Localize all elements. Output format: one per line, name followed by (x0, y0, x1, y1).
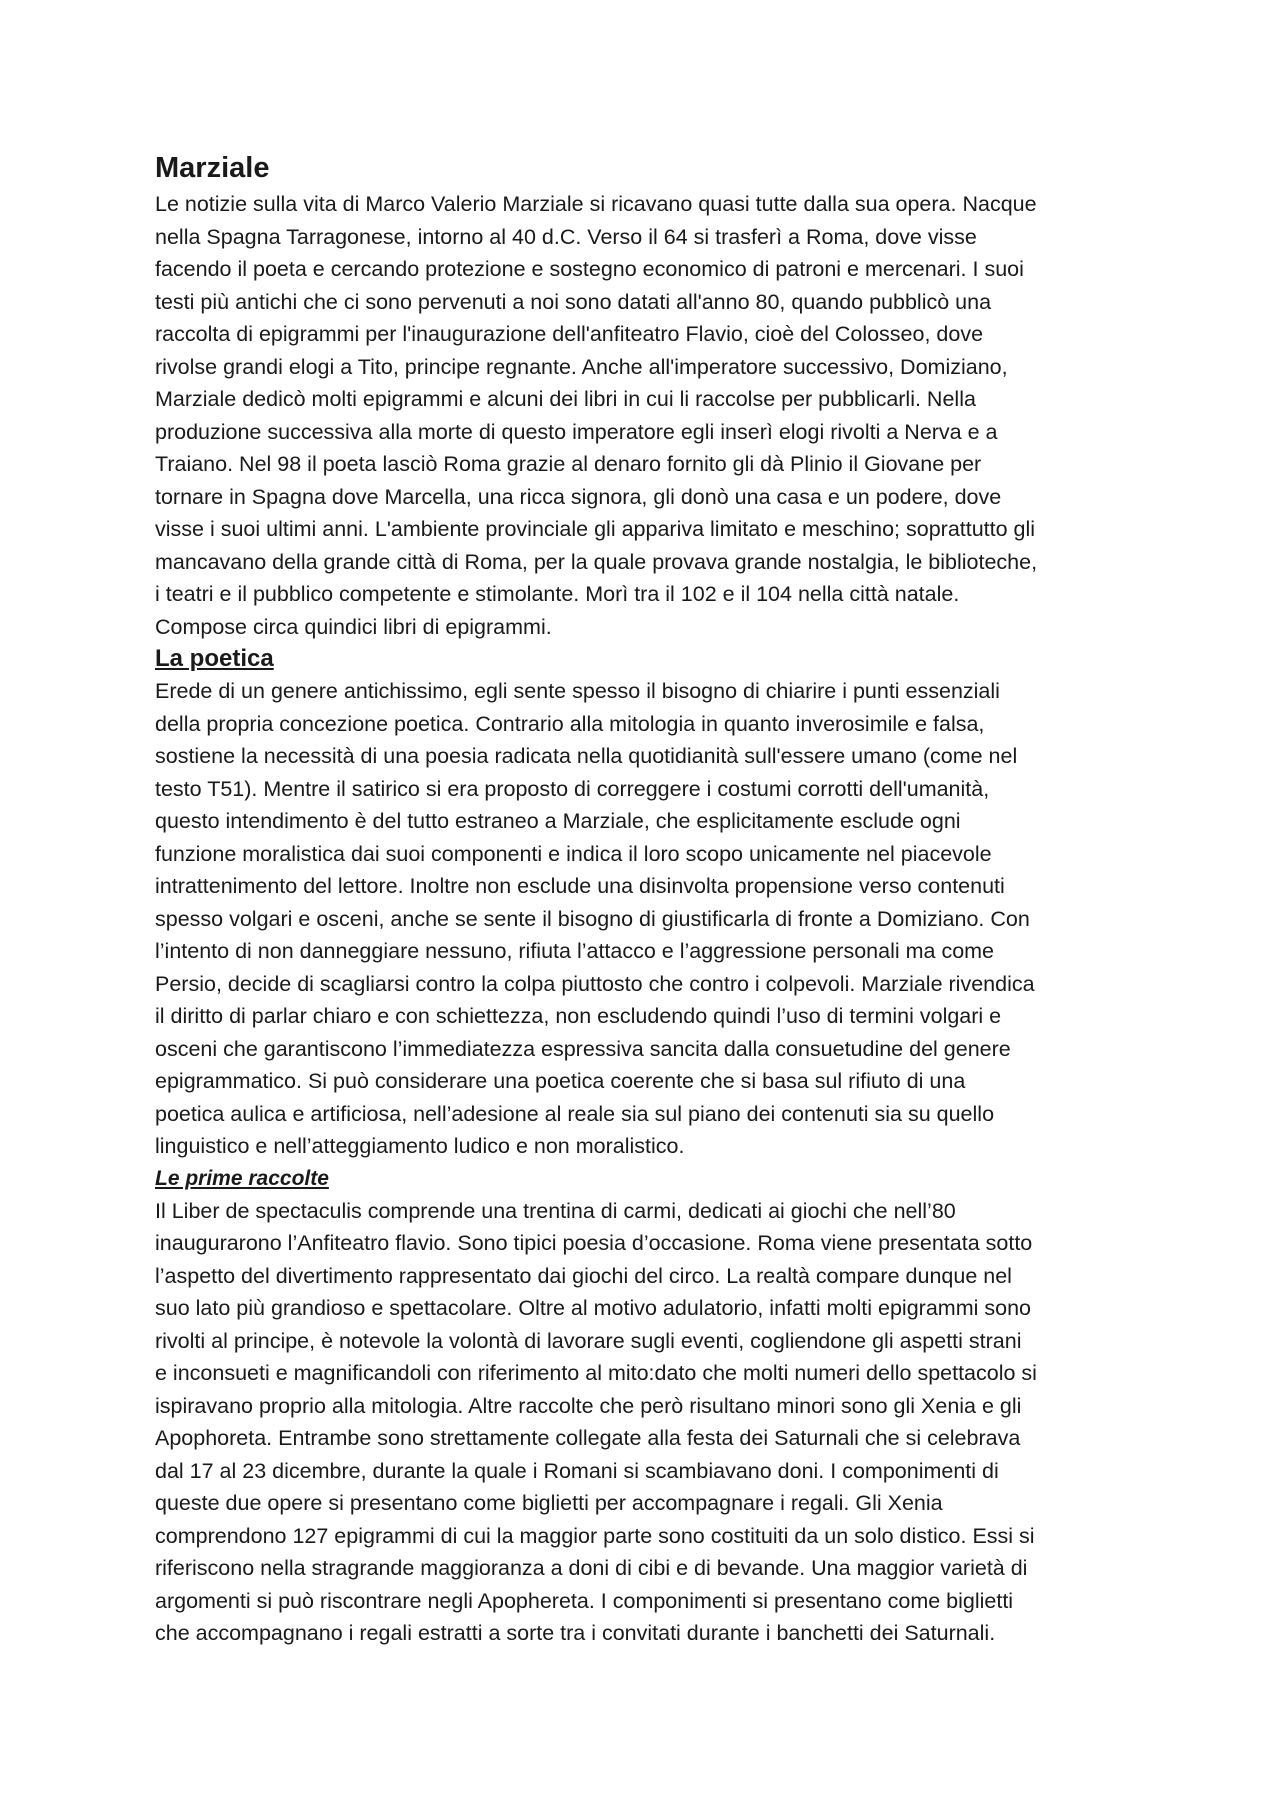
text-line: dal 17 al 23 dicembre, durante la quale i Romani si scambiavano doni. I componimenti di (155, 1458, 999, 1483)
text-line: il diritto di parlar chiaro e con schiettezza, non escludendo quindi l’uso di termini volgari e (155, 1004, 1002, 1028)
text-line: epigrammatico. Si può considerare una poetica coerente che si basa sul rifiuto di una (155, 1069, 966, 1093)
text-line: tornare in Spagna dove Marcella, una ricca signora, gli donò una casa e un podere, dove (155, 484, 1002, 509)
biography-paragraph (155, 188, 1140, 643)
text-line: questo intendimento è del tutto estraneo a Marziale, che esplicitamente esclude ogni (155, 809, 961, 833)
text-line: Le notizie sulla vita di Marco Valerio Marziale si ricavano quasi tutte dalla sua opera. Nacque (155, 192, 1037, 216)
text-line: suo lato più grandioso e spettacolare. Oltre al motivo adulatorio, infatti molti epigrammi sono (155, 1296, 1031, 1320)
text-line: produzione successiva alla morte di questo imperatore egli inserì elogi rivolti a Nerva e a (155, 419, 998, 444)
text-line: della propria concezione poetica. Contrario alla mitologia in quanto inverosimile e falsa, (155, 711, 985, 736)
text-line: osceni che garantiscono l’immediatezza espressiva sancita dalla consuetudine del genere (155, 1036, 1011, 1061)
document-page (155, 150, 1140, 1650)
poetica-paragraph (155, 675, 1140, 1163)
text-line: l’intento di non danneggiare nessuno, rifiuta l’attacco e l’aggressione personali ma come (155, 939, 995, 963)
text-line: i teatri e il pubblico competente e stimolante. Morì tra il 102 e il 104 nella città natale. (155, 582, 960, 606)
text-line: comprendono 127 epigrammi di cui la maggior parte sono costituiti da un solo distico. Essi si (155, 1523, 1035, 1548)
text-line: visse i suoi ultimi anni. L'ambiente provinciale gli appariva limitato e meschino; soprattutto gli (155, 517, 1036, 541)
text-line: riferiscono nella stragrande maggioranza a doni di cibi e di bevande. Una maggior varietà di (155, 1556, 1028, 1580)
text-line: nella Spagna Tarragonese, intorno al 40 d.C. Verso il 64 si trasferì a Roma, dove visse (155, 224, 977, 249)
text-line: facendo il poeta e cercando protezione e sostegno economico di patroni e mercenari. I suoi (155, 257, 1024, 281)
prime-raccolte-paragraph (155, 1195, 1140, 1650)
text-line: funzione moralistica dai suoi componenti e indica il loro scopo unicamente nel piacevole (155, 841, 992, 866)
text-line: inaugurarono l’Anfiteatro flavio. Sono tipici poesia d’occasione. Roma viene presentata sotto (155, 1231, 1033, 1255)
text-line: Apophoreta. Entrambe sono strettamente collegate alla festa dei Saturnali che si celebrava (155, 1426, 1021, 1450)
text-line: rivolti al principe, è notevole la volontà di lavorare sugli eventi, cogliendone gli aspetti strani (155, 1328, 1022, 1353)
text-line: queste due opere si presentano come biglietti per accompagnare i regali. Gli Xenia (155, 1491, 943, 1515)
section-heading-poetica: La poetica (155, 645, 274, 672)
text-line: argomenti si può riscontrare negli Apophereta. I componimenti si presentano come biglietti (155, 1588, 1014, 1613)
text-line: Il Liber de spectaculis comprende una trentina di carmi, dedicati ai giochi che nell’80 (155, 1198, 956, 1223)
text-line: rivolse grandi elogi a Tito, principe regnante. Anche all'imperatore successivo, Domiziano, (155, 354, 1008, 379)
text-line: raccolta di epigrammi per l'inaugurazione dell'anfiteatro Flavio, cioè del Colosseo, dove (155, 322, 984, 346)
text-line: testo T51). Mentre il satirico si era proposto di correggere i costumi corrotti dell'umanità, (155, 776, 990, 801)
text-line: l’aspetto del divertimento rappresentato dai giochi del circo. La realtà compare dunque nel (155, 1263, 1012, 1288)
text-line: testi più antichi che ci sono pervenuti a noi sono datati all'anno 80, quando pubblicò una (155, 289, 992, 314)
text-line: Erede di un genere antichissimo, egli sente spesso il bisogno di chiarire i punti essenziali (155, 679, 1000, 703)
document-title: Marziale (155, 152, 270, 184)
text-line: e inconsueti e magnificandoli con riferimento al mito:dato che molti numeri dello spettacolo si (155, 1361, 1037, 1385)
text-line: che accompagnano i regali estratti a sorte tra i convitati durante i banchetti dei Saturnali. (155, 1621, 996, 1645)
text-line: ispiravano proprio alla mitologia. Altre raccolte che però risultano minori sono gli Xenia e gli (155, 1393, 1022, 1418)
text-line: Persio, decide di scagliarsi contro la colpa piuttosto che contro i colpevoli. Marziale rivendica (155, 971, 1035, 996)
text-line: sostiene la necessità di una poesia radicata nella quotidianità sull'essere umano (come nel (155, 744, 1018, 768)
text-line: Traiano. Nel 98 il poeta lasciò Roma grazie al denaro fornito gli dà Plinio il Giovane per (155, 452, 982, 476)
text-line: linguistico e nell’atteggiamento ludico e non moralistico. (155, 1134, 685, 1158)
text-line: poetica aulica e artificiosa, nell’adesione al reale sia sul piano dei contenuti sia su quello (155, 1101, 995, 1126)
text-line: Marziale dedicò molti epigrammi e alcuni dei libri in cui li raccolse per pubblicarli. Nella (155, 387, 976, 411)
text-line: spesso volgari e osceni, anche se sente il bisogno di giustificarla di fronte a Domiziano. Con (155, 906, 1030, 931)
text-line: intrattenimento del lettore. Inoltre non esclude una disinvolta propensione verso contenuti (155, 874, 1005, 898)
text-line: Compose circa quindici libri di epigrammi. (155, 614, 552, 639)
section-heading-prime-raccolte: Le prime raccolte (155, 1166, 329, 1190)
text-line: mancavano della grande città di Roma, per la quale provava grande nostalgia, le biblioteche, (155, 549, 1038, 574)
